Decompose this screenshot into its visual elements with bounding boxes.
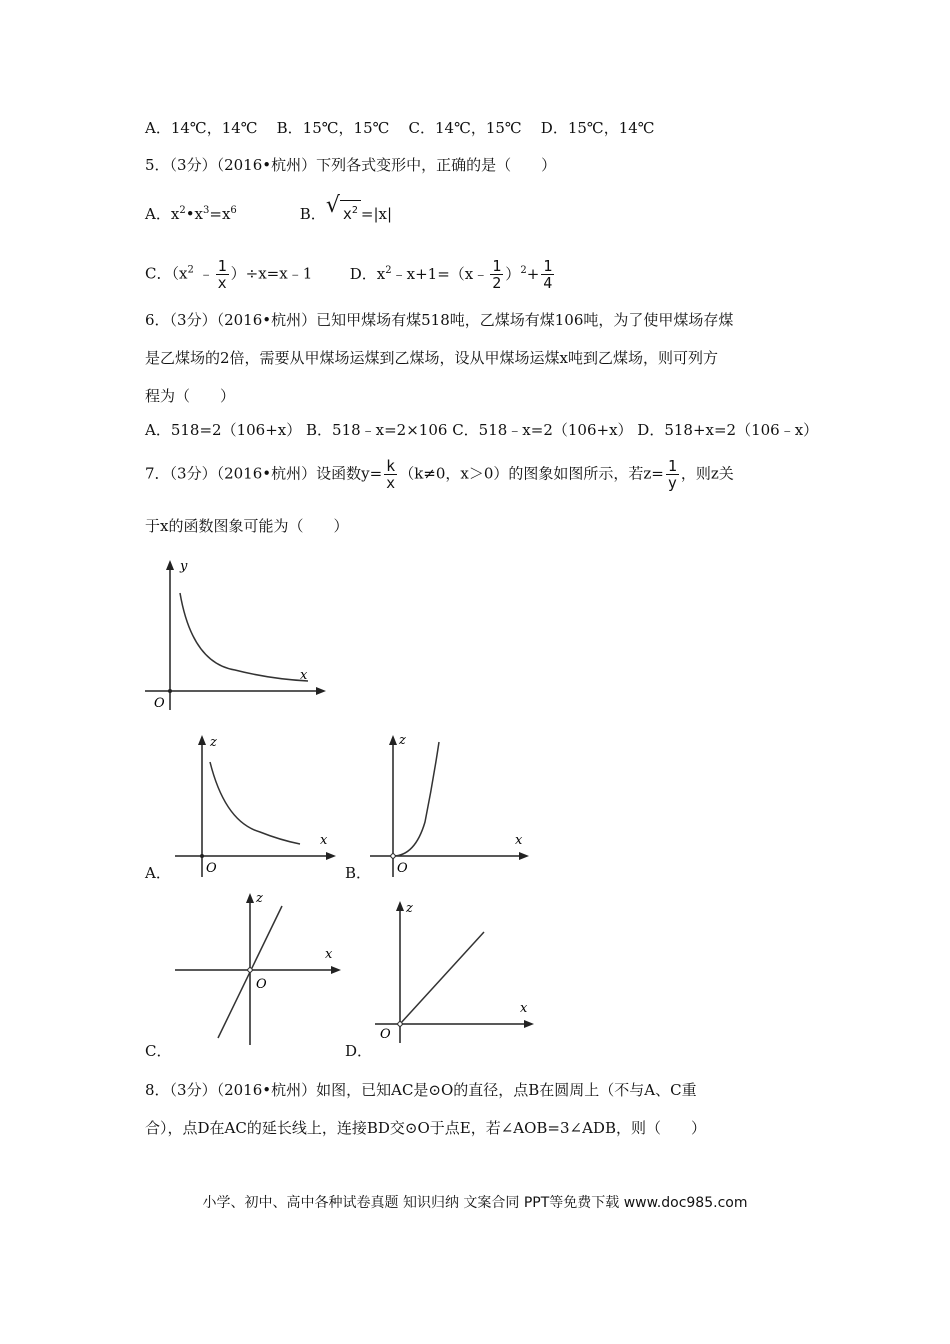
svg-text:x: x [325,947,333,962]
q7-option-a-label: A． [145,864,171,882]
fraction: $\frac{k}{x}$ [386,457,396,492]
svg-text:z: z [399,733,406,748]
q7-option-b-label: B． [345,864,372,882]
svg-text:O: O [380,1027,391,1042]
q7-option-d-label: D． [345,1042,373,1060]
svg-text:O: O [397,861,408,876]
origin-label: O [154,696,165,711]
graph-option-a[interactable] [170,732,340,882]
q7-stem: 7．（3分）（2016•杭州）设函数y= $\frac{k}{x}$ （k≠0，x＞0）的图象如图所示，若z= $\frac{1}{y}$ ，则z关 [145,457,734,492]
q5-options-cd [145,258,556,291]
q8-line-1: 8．（3分）（2016•杭州）如图，已知AC是⊙O的直径，点B在圆周上（不与A、C重 [145,1081,697,1099]
graph-y-vs-x [140,555,330,715]
q4-option-d: D．15℃，14℃ [540,119,655,137]
fraction: $\frac{1}{2}$ [492,257,502,292]
svg-text:x: x [520,1001,528,1016]
graph-option-b[interactable] [365,732,535,882]
graph-option-c[interactable] [170,890,345,1050]
q5-stem: 5．（3分）（2016•杭州）下列各式变形中，正确的是（ ） [145,156,557,174]
q5-option-c: C．（$x^2$ ﹣ $\frac{1}{x}$ ）÷x=x﹣1 [145,257,313,292]
q7-option-c-label: C． [145,1042,172,1060]
q6-line-3: 程为（ ） [145,387,236,405]
svg-text:z: z [210,735,217,750]
svg-text:x: x [515,833,523,848]
svg-text:O: O [256,977,267,992]
q6-line-1: 6．（3分）（2016•杭州）已知甲煤场有煤518吨，乙煤场有煤106吨，为了使甲煤场存煤 [145,311,734,329]
svg-text:x: x [320,833,328,848]
page-footer: 小学、初中、高中各种试卷真题 知识归纳 文案合同 PPT等免费下载 www.doc985.com [202,1195,748,1211]
sqrt-expression: √ $x^2$ [326,200,361,224]
q4-option-c: C．14℃，15℃ [408,119,522,137]
q7-line-2: 于x的函数图象可能为（ ） [145,517,349,535]
q5-options-ab [145,193,393,224]
q4-option-b: B．15℃，15℃ [276,119,390,137]
svg-text:z: z [406,901,413,916]
fraction: $\frac{1}{x}$ [217,257,227,292]
svg-text:z: z [256,891,263,906]
q8-line-2: 合），点D在AC的延长线上，连接BD交⊙O于点E，若∠AOB=3∠ADB，则（ ） [145,1119,706,1137]
q5-option-a: A．$x^2•x^3=x^6$ [145,205,237,223]
axis-y-label: y [180,559,188,574]
q6-options: A．518=2（106+x） B．518﹣x=2×106 C．518﹣x=2（106+x） D．518+x=2（106﹣x） [145,421,819,439]
graph-option-d[interactable] [370,898,540,1048]
axis-x-label: x [300,668,308,683]
svg-text:O: O [206,861,217,876]
q5-option-b: B． √ $x^2 =|x|$ [299,193,393,223]
q4-option-a: A．14℃，14℃ [145,119,258,137]
fraction: $\frac{1}{y}$ [667,457,677,492]
fraction: $\frac{1}{4}$ [543,257,553,292]
q4-options [145,118,655,138]
q6-line-2: 是乙煤场的2倍，需要从甲煤场运煤到乙煤场，设从甲煤场运煤x吨到乙煤场，则可列方 [145,349,719,367]
q5-option-d: D．$x^2﹣x+1=(x﹣$ $\frac{1}{2}$ ）$^2$+ $\frac{1}{4}$ [349,257,553,292]
